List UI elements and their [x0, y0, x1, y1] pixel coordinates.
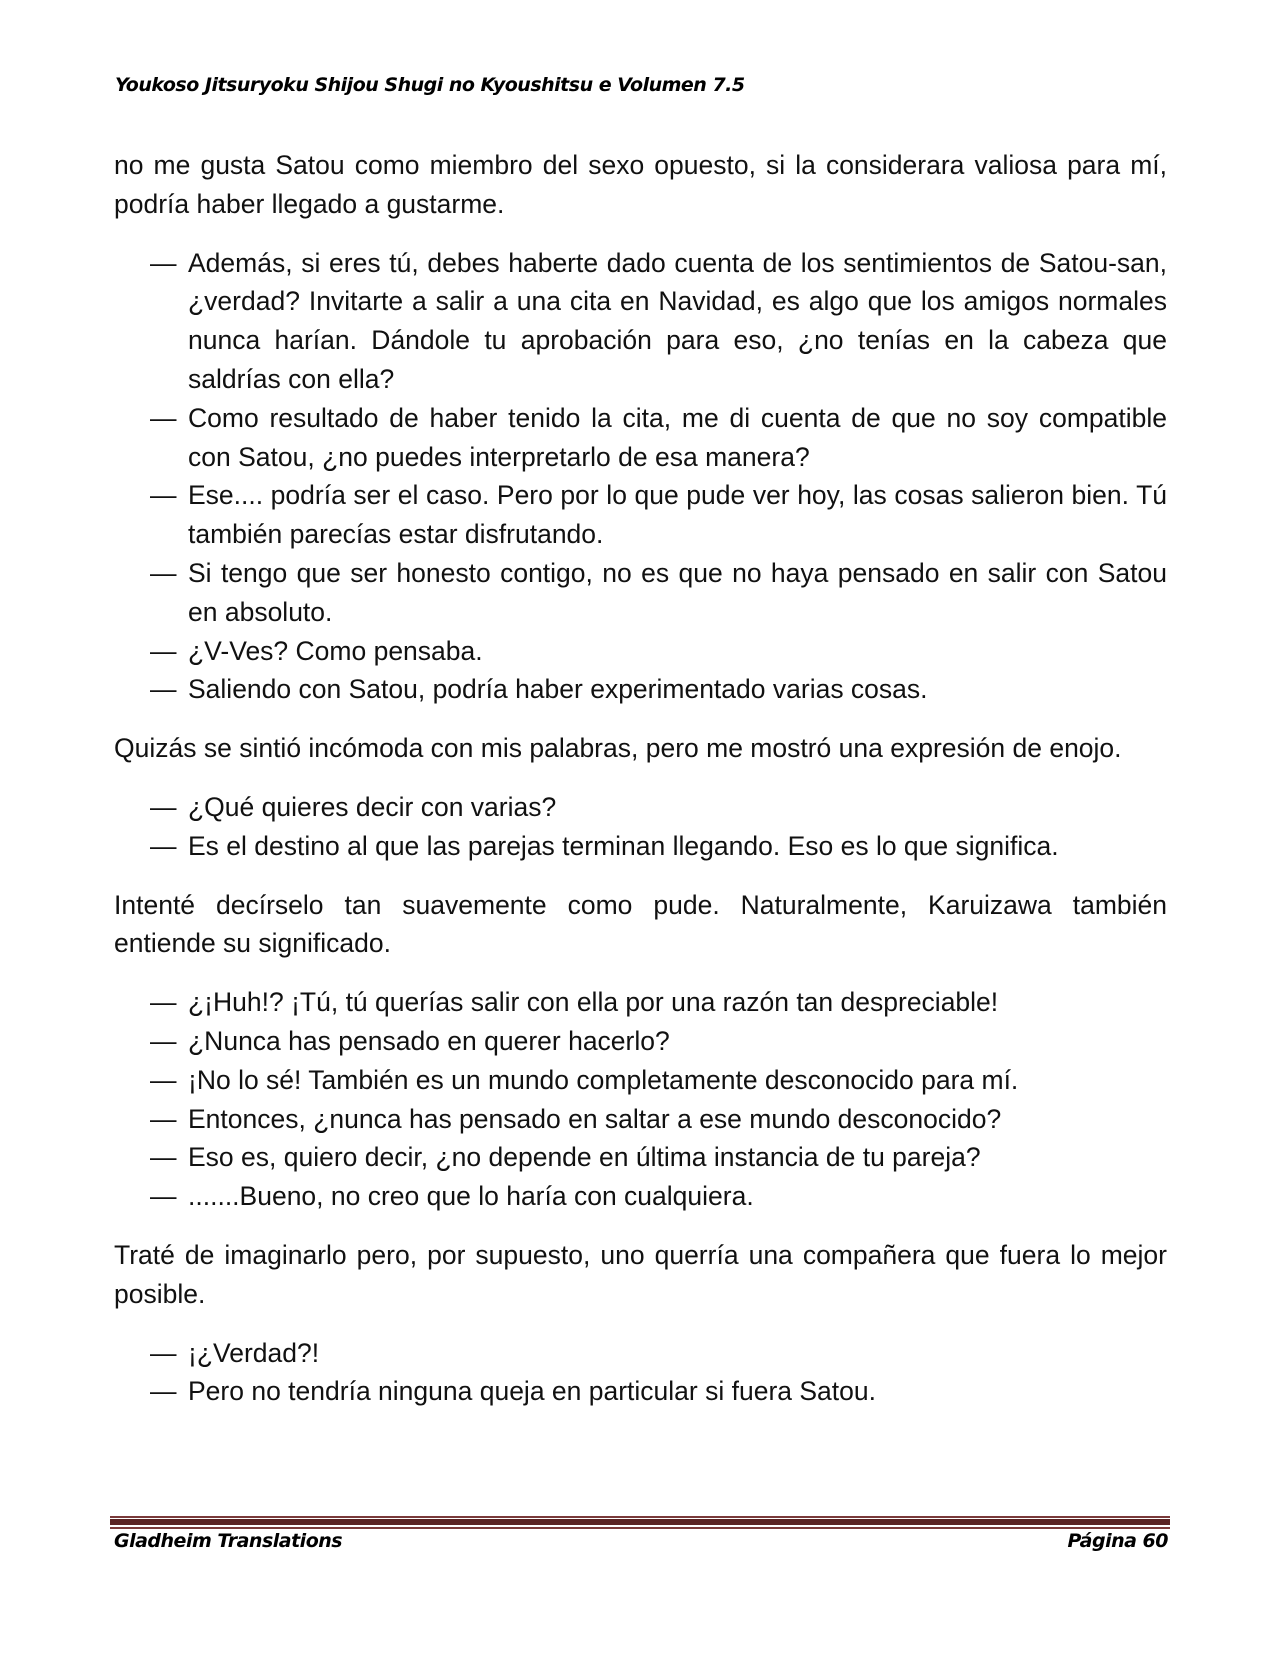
- dialogue-list: [114, 788, 1167, 866]
- dialogue-text: Ese.... podría ser el caso. Pero por lo que pude ver hoy, las cosas salieron bien. Tú también parecías estar disfrutando.: [188, 480, 1167, 550]
- em-dash: —: [150, 987, 177, 1018]
- dialogue-line: [114, 476, 1167, 554]
- em-dash: —: [150, 1337, 177, 1368]
- dialogue-text: Como resultado de haber tenido la cita, me di cuenta de que no soy compatible con Satou, ¿no puedes interpretarlo de esa manera?: [188, 402, 1167, 472]
- dialogue-text: Entonces, ¿nunca has pensado en saltar a ese mundo desconocido?: [188, 1103, 1002, 1134]
- dialogue-line: [114, 1061, 1167, 1100]
- dialogue-text: Eso es, quiero decir, ¿no depende en última instancia de tu pareja?: [188, 1142, 981, 1173]
- dialogue-text: ¿V-Ves? Como pensaba.: [188, 635, 483, 666]
- dialogue-text: Pero no tendría ninguna queja en particular si fuera Satou.: [188, 1376, 876, 1407]
- dialogue-list: [114, 244, 1167, 710]
- dialogue-line: [114, 670, 1167, 709]
- paragraph: no me gusta Satou como miembro del sexo opuesto, si la considerara valiosa para mí, podría haber llegado a gustarme.: [114, 150, 1167, 219]
- dialogue-text: ¿Qué quieres decir con varias?: [188, 791, 557, 822]
- dialogue-text: Además, si eres tú, debes haberte dado cuenta de los sentimientos de Satou-san, ¿verdad? Invitarte a salir a una cita en Navidad, es algo que los amigos normales nunca harían. Dándole tu aprobación para eso, ¿no tenías en la cabeza que saldrías con ella?: [188, 247, 1167, 394]
- em-dash: —: [150, 1376, 177, 1407]
- dialogue-text: Saliendo con Satou, podría haber experimentado varias cosas.: [188, 674, 928, 705]
- footer-translator: Gladheim Translations: [114, 1530, 343, 1552]
- dialogue-line: [114, 1022, 1167, 1061]
- dialogue-list: [114, 983, 1167, 1216]
- footer-rule: [110, 1527, 1170, 1529]
- em-dash: —: [150, 1025, 177, 1056]
- em-dash: —: [150, 635, 177, 666]
- em-dash: —: [150, 402, 177, 433]
- dialogue-line: [114, 788, 1167, 827]
- dialogue-line: [114, 244, 1167, 399]
- em-dash: —: [150, 1103, 177, 1134]
- dialogue-text: ¡¿Verdad?!: [188, 1337, 320, 1368]
- paragraph: Traté de imaginarlo pero, por supuesto, uno querría una compañera que fuera lo mejor posible.: [114, 1239, 1167, 1309]
- dialogue-line: [114, 1138, 1167, 1177]
- paragraph: Intenté decírselo tan suavemente como pude. Naturalmente, Karuizawa también entiende su significado.: [114, 889, 1167, 959]
- dialogue-text: Si tengo que ser honesto contigo, no es que no haya pensado en salir con Satou en absoluto.: [188, 557, 1167, 627]
- paragraph: Quizás se sintió incómoda con mis palabras, pero me mostró una expresión de enojo.: [114, 733, 1122, 764]
- dialogue-line: [114, 632, 1167, 671]
- em-dash: —: [150, 557, 177, 588]
- em-dash: —: [150, 1064, 177, 1095]
- footer-rule-thick: [110, 1519, 1170, 1525]
- dialogue-text: ¿¡Huh!? ¡Tú, tú querías salir con ella por una razón tan despreciable!: [188, 987, 999, 1018]
- dialogue-text: .......Bueno, no creo que lo haría con cualquiera.: [188, 1181, 754, 1212]
- document-header-title: Youkoso Jitsuryoku Shijou Shugi no Kyoushitsu e Volumen 7.5: [115, 74, 745, 96]
- em-dash: —: [150, 674, 177, 705]
- dialogue-text: Es el destino al que las parejas terminan llegando. Eso es lo que significa.: [188, 830, 1059, 861]
- em-dash: —: [150, 830, 177, 861]
- dialogue-line: [114, 983, 1167, 1022]
- em-dash: —: [150, 247, 177, 278]
- em-dash: —: [150, 1142, 177, 1173]
- dialogue-list: [114, 1334, 1167, 1412]
- em-dash: —: [150, 791, 177, 822]
- dialogue-line: [114, 827, 1167, 866]
- dialogue-text: ¿Nunca has pensado en querer hacerlo?: [188, 1025, 670, 1056]
- em-dash: —: [150, 480, 177, 511]
- dialogue-line: [114, 1372, 1167, 1411]
- dialogue-line: [114, 554, 1167, 632]
- dialogue-line: [114, 399, 1167, 477]
- em-dash: —: [150, 1181, 177, 1212]
- page-body: [114, 146, 1167, 1431]
- dialogue-line: [114, 1334, 1167, 1373]
- dialogue-line: [114, 1100, 1167, 1139]
- dialogue-text: ¡No lo sé! También es un mundo completamente desconocido para mí.: [188, 1064, 1019, 1095]
- footer-page-number: Página 60: [1067, 1530, 1168, 1552]
- footer-rule: [110, 1516, 1170, 1518]
- dialogue-line: [114, 1177, 1167, 1216]
